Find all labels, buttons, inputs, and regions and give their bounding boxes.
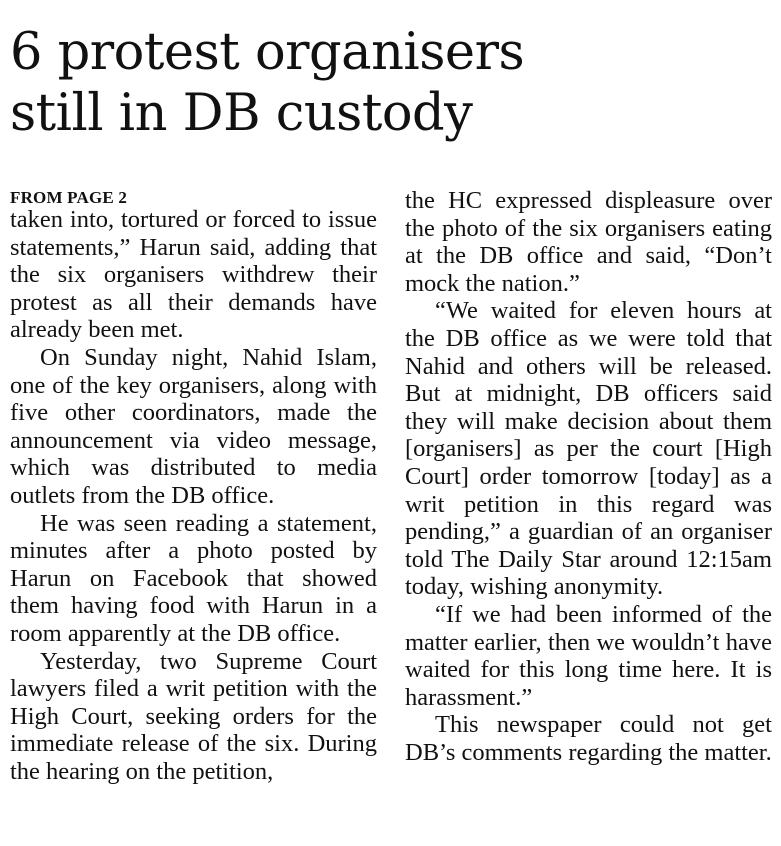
paragraph: Yesterday, two Supreme Court lawyers filed a writ petition with the High Court, seeking orders for the immediate release of the six. During the hearing on the petition, xyxy=(10,647,377,785)
paragraph: This newspaper could not get DB’s comments regarding the matter. xyxy=(405,711,772,766)
article-column-left xyxy=(10,187,377,785)
headline xyxy=(10,22,775,144)
paragraph: On Sunday night, Nahid Islam, one of the key organisers, along with five other coordinators, made the announcement via video message, which was distributed to media outlets from the DB office. xyxy=(10,343,377,509)
continuation-kicker: FROM PAGE 2 xyxy=(10,188,128,207)
paragraph: taken into, tortured or forced to issue statements,” Harun said, adding that the six organisers withdrew their protest as all their demands have already been met. xyxy=(10,206,377,344)
paragraph: He was seen reading a statement, minutes after a photo posted by Harun on Facebook that showed them having food with Harun in a room apparently at the DB office. xyxy=(10,509,377,647)
paragraph: “If we had been informed of the matter earlier, then we wouldn’t have waited for this long time here. It is harassment.” xyxy=(405,600,772,711)
headline-line-2: still in DB custody xyxy=(10,84,473,143)
paragraph: the HC expressed displeasure over the photo of the six organisers eating at the DB office and said, “Don’t mock the nation.” xyxy=(405,187,772,297)
article-column-right xyxy=(405,187,772,766)
headline-line-1: 6 protest organisers xyxy=(10,23,525,82)
paragraph: “We waited for eleven hours at the DB office as we were told that Nahid and others will be released. But at midnight, DB officers said they will make decision about them [organisers] as per the court [High Court] order tomorrow [today] as a writ petition in this regard was pending,” a guardian of an organiser told The Daily Star around 12:15am today, wishing anonymity. xyxy=(405,297,772,601)
